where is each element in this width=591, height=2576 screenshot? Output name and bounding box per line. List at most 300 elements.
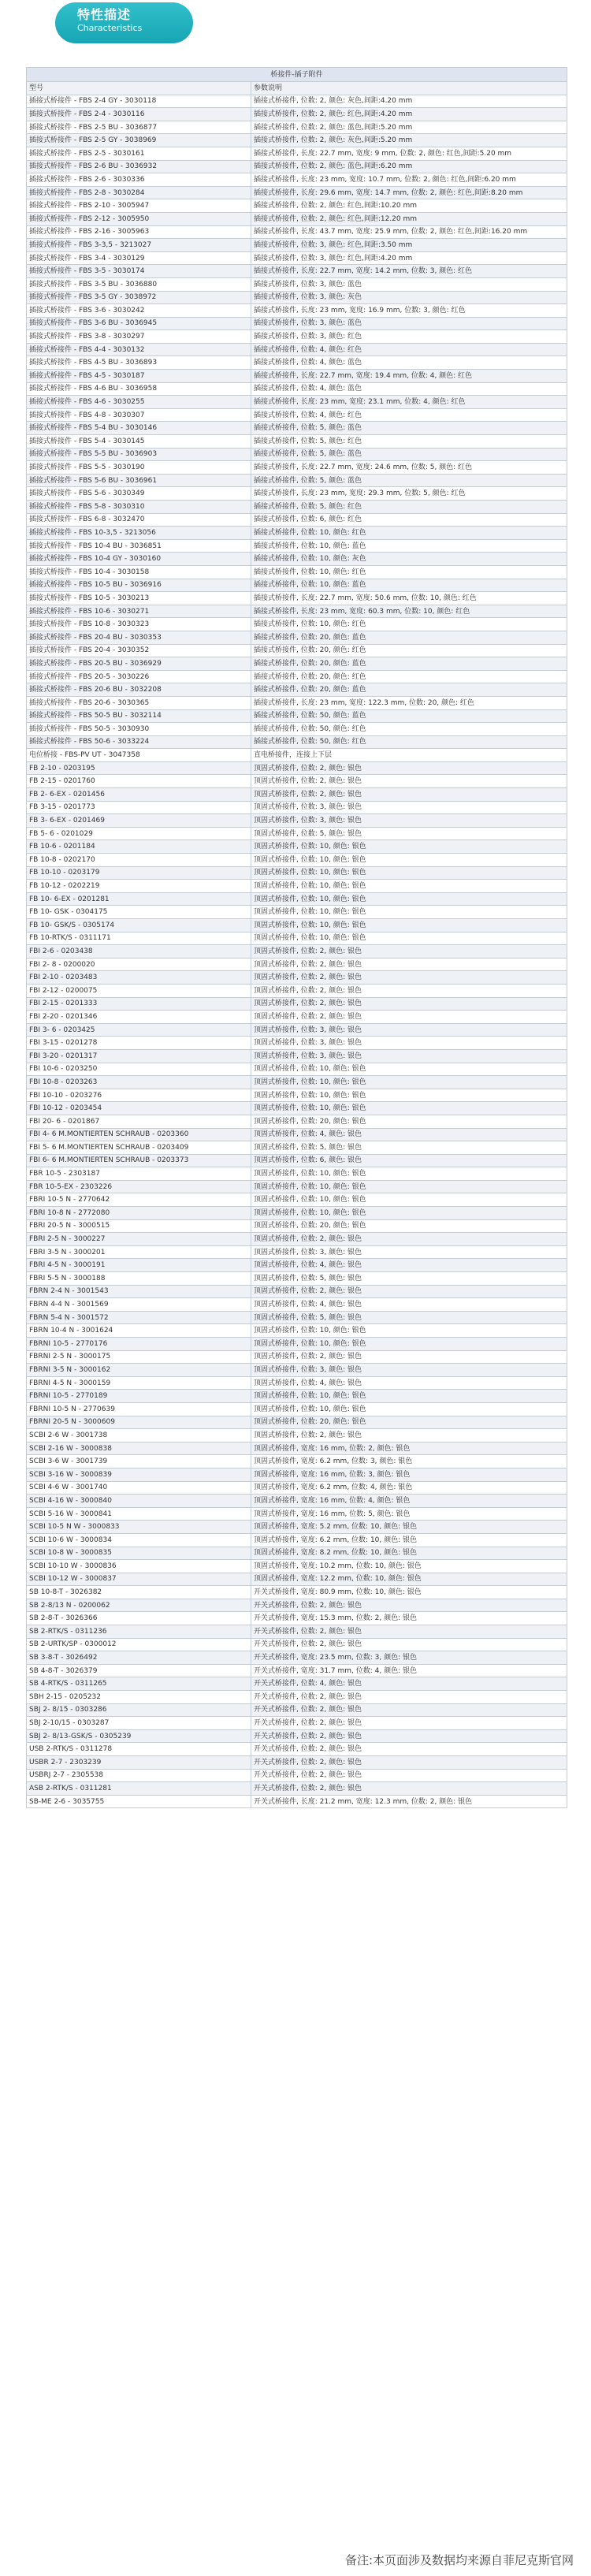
cell-params: 插接式桥接件, 位数: 4, 颜色: 蓝色 (251, 356, 567, 370)
cell-params: 插接式桥接件, 位数: 20, 颜色: 红色 (251, 670, 567, 683)
table-row (27, 565, 567, 579)
cell-model: 插接式桥接件 - FBS 2-5 BU - 3036877 (27, 121, 251, 134)
cell-model: 插接式桥接件 - FBS 2-16 - 3005963 (27, 225, 251, 239)
cell-params: 顶固式桥接件, 位数: 10, 颜色: 银色 (251, 1102, 567, 1115)
table-row (27, 1376, 567, 1390)
table-row (27, 670, 567, 683)
cell-params: 顶固式桥接件, 位数: 2, 颜色: 银色 (251, 997, 567, 1011)
cell-params: 开关式桥接件, 位数: 2, 颜色: 银色 (251, 1717, 567, 1730)
cell-params: 开关式桥接件, 宽度: 15.3 mm, 位数: 2, 颜色: 银色 (251, 1612, 567, 1625)
cell-params: 插接式桥接件, 位数: 4, 颜色: 红色 (251, 343, 567, 356)
cell-params: 插接式桥接件, 位数: 2, 颜色: 蓝色,间距:5.20 mm (251, 121, 567, 134)
cell-params: 开关式桥接件, 宽度: 23.5 mm, 位数: 3, 颜色: 银色 (251, 1651, 567, 1665)
table-row (27, 1089, 567, 1102)
table-row (27, 1219, 567, 1233)
cell-model: FB 3-15 - 0201773 (27, 801, 251, 814)
cell-params: 顶固式桥接件, 宽度: 6.2 mm, 位数: 10, 颜色: 银色 (251, 1533, 567, 1547)
table-row (27, 1154, 567, 1167)
cell-model: FBRI 2-5 N - 3000227 (27, 1233, 251, 1246)
table-row (27, 1560, 567, 1573)
cell-params: 顶固式桥接件, 位数: 2, 颜色: 银色 (251, 1350, 567, 1364)
cell-model: SCBI 2-16 W - 3000838 (27, 1442, 251, 1455)
table-row (27, 186, 567, 199)
table-row (27, 553, 567, 566)
cell-params: 插接式桥接件, 长度: 23 mm, 宽度: 60.3 mm, 位数: 10, 颜色: 红色 (251, 605, 567, 618)
cell-params: 顶固式桥接件, 位数: 10, 颜色: 银色 (251, 1063, 567, 1076)
cell-params: 插接式桥接件, 位数: 2, 颜色: 灰色,间距:4.20 mm (251, 95, 567, 108)
cell-model: FBI 3-15 - 0201278 (27, 1037, 251, 1050)
cell-params: 顶固式桥接件, 位数: 10, 颜色: 银色 (251, 1089, 567, 1102)
table-row (27, 906, 567, 919)
table-row (27, 644, 567, 657)
cell-params: 顶固式桥接件, 位数: 10, 颜色: 银色 (251, 919, 567, 932)
cell-model: 插接式桥接件 - FBS 3-6 - 3030242 (27, 304, 251, 318)
cell-model: SBH 2-15 - 0205232 (27, 1691, 251, 1704)
cell-model: FBI 2-12 - 0200075 (27, 984, 251, 997)
cell-params: 顶固式桥接件, 位数: 5, 颜色: 银色 (251, 1141, 567, 1155)
table-row (27, 1729, 567, 1743)
cell-params: 插接式桥接件, 长度: 23 mm, 宽度: 16.9 mm, 位数: 3, 颜色: 红色 (251, 304, 567, 318)
cell-model: SCBI 10-5 N W - 3000833 (27, 1521, 251, 1534)
cell-params: 插接式桥接件, 位数: 3, 颜色: 红色 (251, 330, 567, 344)
table-row (27, 1272, 567, 1286)
table-row (27, 854, 567, 867)
cell-model: 插接式桥接件 - FBS 3-8 - 3030297 (27, 330, 251, 344)
table-row (27, 487, 567, 501)
table-row (27, 147, 567, 160)
cell-model: FB 10-12 - 0202219 (27, 880, 251, 893)
cell-model: FBRI 20-5 N - 3000515 (27, 1219, 251, 1233)
cell-model: FB 10- 6-EX - 0201281 (27, 892, 251, 906)
table-row (27, 683, 567, 697)
table-row (27, 1049, 567, 1063)
cell-params: 插接式桥接件, 位数: 5, 颜色: 红色 (251, 435, 567, 449)
cell-model: 插接式桥接件 - FBS 20-5 BU - 3036929 (27, 657, 251, 671)
cell-model: FBI 10-6 - 0203250 (27, 1063, 251, 1076)
cell-params: 插接式桥接件, 长度: 22.7 mm, 宽度: 50.6 mm, 位数: 10, 颜色: 红色 (251, 592, 567, 605)
cell-params: 顶固式桥接件, 位数: 10, 颜色: 银色 (251, 880, 567, 893)
cell-params: 顶固式桥接件, 宽度: 6.2 mm, 位数: 3, 颜色: 银色 (251, 1455, 567, 1469)
table-row (27, 1167, 567, 1181)
cell-params: 插接式桥接件, 位数: 2, 颜色: 蓝色,间距:6.20 mm (251, 160, 567, 173)
cell-params: 插接式桥接件, 位数: 20, 颜色: 蓝色 (251, 683, 567, 697)
cell-model: 插接式桥接件 - FBS 2-4 GY - 3030118 (27, 95, 251, 108)
cell-model: 插接式桥接件 - FBS 3-4 - 3030129 (27, 251, 251, 265)
cell-params: 插接式桥接件, 长度: 22.7 mm, 宽度: 14.2 mm, 位数: 3, 颜色: 红色 (251, 265, 567, 278)
table-row (27, 631, 567, 644)
cell-model: 插接式桥接件 - FBS 10-3,5 - 3213056 (27, 527, 251, 540)
cell-params: 顶固式桥接件, 位数: 10, 颜色: 银色 (251, 1324, 567, 1338)
cell-params: 开关式桥接件, 位数: 2, 颜色: 银色 (251, 1769, 567, 1782)
table-row (27, 749, 567, 762)
cell-params: 开关式桥接件, 位数: 2, 颜色: 银色 (251, 1691, 567, 1704)
table-row (27, 435, 567, 449)
table-row (27, 1128, 567, 1141)
table-row (27, 474, 567, 487)
table-row (27, 1245, 567, 1259)
table-row (27, 775, 567, 788)
table-row (27, 735, 567, 749)
cell-model: FBRNI 3-5 N - 3000162 (27, 1364, 251, 1377)
cell-params: 顶固式桥接件, 位数: 3, 颜色: 银色 (251, 1364, 567, 1377)
cell-model: FBRI 3-5 N - 3000201 (27, 1245, 251, 1259)
cell-params: 顶固式桥接件, 位数: 20, 颜色: 银色 (251, 1416, 567, 1429)
table-row (27, 1782, 567, 1796)
cell-params: 开关式桥接件, 位数: 2, 颜色: 银色 (251, 1599, 567, 1612)
table-row (27, 304, 567, 318)
cell-params: 顶固式桥接件, 位数: 10, 颜色: 银色 (251, 1167, 567, 1181)
cell-params: 插接式桥接件, 位数: 5, 颜色: 蓝色 (251, 448, 567, 461)
table-row (27, 501, 567, 514)
cell-model: 插接式桥接件 - FBS 2-12 - 3005950 (27, 212, 251, 225)
cell-params: 顶固式桥接件, 位数: 3, 颜色: 银色 (251, 1023, 567, 1037)
table-row (27, 696, 567, 709)
table-row (27, 461, 567, 475)
table-title-row (27, 68, 567, 82)
table-row (27, 1573, 567, 1586)
cell-model: ASB 2-RTK/S - 0311281 (27, 1782, 251, 1796)
cell-model: FBRNI 10-5 N - 2770639 (27, 1402, 251, 1416)
cell-model: FB 10-RTK/S - 0311171 (27, 932, 251, 945)
cell-params: 插接式桥接件, 长度: 23 mm, 宽度: 10.7 mm, 位数: 2, 颜色: 红色,间距:6.20 mm (251, 173, 567, 187)
cell-params: 顶固式桥接件, 位数: 10, 颜色: 银色 (251, 854, 567, 867)
cell-params: 插接式桥接件, 位数: 10, 颜色: 蓝色 (251, 579, 567, 592)
cell-model: 插接式桥接件 - FBS 20-4 BU - 3030353 (27, 631, 251, 644)
table-row (27, 1037, 567, 1050)
cell-model: SCBI 3-16 W - 3000839 (27, 1468, 251, 1481)
cell-params: 插接式桥接件, 位数: 3, 颜色: 红色,间距:3.50 mm (251, 239, 567, 252)
table-row (27, 1638, 567, 1651)
table-row (27, 997, 567, 1011)
cell-model: SCBI 10-6 W - 3000834 (27, 1533, 251, 1547)
table-row (27, 1311, 567, 1324)
cell-params: 顶固式桥接件, 位数: 10, 颜色: 银色 (251, 1390, 567, 1403)
cell-model: 插接式桥接件 - FBS 4-4 - 3030132 (27, 343, 251, 356)
cell-model: SB 2-RTK/S - 0311236 (27, 1625, 251, 1639)
cell-params: 顶固式桥接件, 位数: 2, 颜色: 银色 (251, 788, 567, 802)
cell-model: SCBI 2-6 W - 3001738 (27, 1429, 251, 1442)
cell-params: 插接式桥接件, 位数: 5, 颜色: 蓝色 (251, 474, 567, 487)
cell-params: 顶固式桥接件, 宽度: 12.2 mm, 位数: 10, 颜色: 银色 (251, 1573, 567, 1586)
table-row (27, 932, 567, 945)
cell-model: FBRN 4-4 N - 3001569 (27, 1298, 251, 1312)
cell-params: 插接式桥接件, 位数: 50, 颜色: 红色 (251, 735, 567, 749)
cell-params: 插接式桥接件, 位数: 6, 颜色: 红色 (251, 513, 567, 527)
column-header-model: 型号 (27, 82, 251, 95)
table-row (27, 801, 567, 814)
table-row (27, 1259, 567, 1272)
cell-model: 插接式桥接件 - FBS 2-6 - 3030336 (27, 173, 251, 187)
cell-params: 插接式桥接件, 位数: 5, 颜色: 红色 (251, 501, 567, 514)
table-row (27, 866, 567, 880)
cell-model: SBJ 2- 8/15 - 0303286 (27, 1703, 251, 1717)
cell-model: 插接式桥接件 - FBS 5-4 BU - 3030146 (27, 422, 251, 435)
cell-model: FBI 2-20 - 0201346 (27, 1011, 251, 1024)
table-row (27, 1743, 567, 1756)
cell-model: 插接式桥接件 - FBS 10-6 - 3030271 (27, 605, 251, 618)
cell-params: 插接式桥接件, 长度: 23 mm, 宽度: 122.3 mm, 位数: 20, 颜色: 红色 (251, 696, 567, 709)
cell-params: 插接式桥接件, 长度: 43.7 mm, 宽度: 25.9 mm, 位数: 2, 颜色: 红色,间距:16.20 mm (251, 225, 567, 239)
table-row (27, 605, 567, 618)
cell-params: 顶固式桥接件, 位数: 3, 颜色: 银色 (251, 1037, 567, 1050)
table-row (27, 1429, 567, 1442)
table-row (27, 1233, 567, 1246)
cell-params: 开关式桥接件, 位数: 2, 颜色: 银色 (251, 1625, 567, 1639)
cell-params: 顶固式桥接件, 位数: 10, 颜色: 银色 (251, 840, 567, 854)
cell-params: 插接式桥接件, 位数: 10, 颜色: 红色 (251, 618, 567, 631)
table-row (27, 892, 567, 906)
table-row (27, 1364, 567, 1377)
table-row (27, 1612, 567, 1625)
table-row (27, 984, 567, 997)
table-row (27, 225, 567, 239)
cell-model: 插接式桥接件 - FBS 10-4 GY - 3030160 (27, 553, 251, 566)
cell-model: SB 2-8/13 N - 0200062 (27, 1599, 251, 1612)
table-row (27, 1599, 567, 1612)
table-row (27, 121, 567, 134)
section-title: 特性描述 (77, 7, 132, 22)
cell-model: SCBI 4-16 W - 3000840 (27, 1495, 251, 1508)
cell-params: 插接式桥接件, 位数: 2, 颜色: 红色,间距:12.20 mm (251, 212, 567, 225)
table-row (27, 382, 567, 396)
cell-params: 顶固式桥接件, 位数: 3, 颜色: 银色 (251, 801, 567, 814)
table-row (27, 212, 567, 225)
table-row (27, 827, 567, 840)
cell-params: 插接式桥接件, 位数: 50, 颜色: 红色 (251, 723, 567, 736)
cell-params: 插接式桥接件, 位数: 10, 颜色: 蓝色 (251, 539, 567, 553)
table-row (27, 173, 567, 187)
table-row (27, 1076, 567, 1089)
cell-model: FB 2-15 - 0201760 (27, 775, 251, 788)
cell-model: FBI 10-10 - 0203276 (27, 1089, 251, 1102)
cell-model: FBI 2- 8 - 0200020 (27, 958, 251, 971)
cell-model: USBRJ 2-7 - 2305538 (27, 1769, 251, 1782)
cell-model: 插接式桥接件 - FBS 4-6 BU - 3036958 (27, 382, 251, 396)
table-row (27, 317, 567, 330)
table-row (27, 592, 567, 605)
cell-model: 插接式桥接件 - FBS 5-5 - 3030190 (27, 461, 251, 475)
cell-params: 插接式桥接件, 位数: 10, 颜色: 灰色 (251, 553, 567, 566)
cell-params: 开关式桥接件, 宽度: 80.9 mm, 位数: 10, 颜色: 银色 (251, 1586, 567, 1599)
table-row (27, 1521, 567, 1534)
table-row (27, 840, 567, 854)
table-header-row (27, 82, 567, 95)
table-row (27, 1468, 567, 1481)
cell-params: 顶固式桥接件, 位数: 4, 颜色: 银色 (251, 1259, 567, 1272)
table-row (27, 723, 567, 736)
cell-params: 插接式桥接件, 位数: 20, 颜色: 红色 (251, 644, 567, 657)
cell-params: 顶固式桥接件, 位数: 2, 颜色: 银色 (251, 775, 567, 788)
spec-table-container (26, 67, 567, 1808)
cell-params: 插接式桥接件, 位数: 5, 颜色: 蓝色 (251, 422, 567, 435)
cell-params: 插接式桥接件, 位数: 4, 颜色: 蓝色 (251, 382, 567, 396)
cell-params: 顶固式桥接件, 位数: 5, 颜色: 银色 (251, 1272, 567, 1286)
cell-model: 插接式桥接件 - FBS 3-5 GY - 3038972 (27, 291, 251, 304)
cell-model: FBI 3- 6 - 0203425 (27, 1023, 251, 1037)
cell-params: 插接式桥接件, 位数: 10, 颜色: 红色 (251, 527, 567, 540)
cell-model: 插接式桥接件 - FBS 2-5 - 3030161 (27, 147, 251, 160)
cell-model: FB 2-10 - 0203195 (27, 761, 251, 775)
table-row (27, 1795, 567, 1808)
cell-params: 顶固式桥接件, 位数: 2, 颜色: 银色 (251, 1011, 567, 1024)
table-row (27, 239, 567, 252)
cell-model: FB 10- GSK/S - 0305174 (27, 919, 251, 932)
cell-model: SCBI 10-12 W - 3000837 (27, 1573, 251, 1586)
cell-model: 插接式桥接件 - FBS 5-4 - 3030145 (27, 435, 251, 449)
cell-params: 顶固式桥接件, 位数: 2, 颜色: 银色 (251, 958, 567, 971)
table-row (27, 919, 567, 932)
cell-model: SB 3-8-T - 3026492 (27, 1651, 251, 1665)
cell-model: FB 3- 6-EX - 0201469 (27, 814, 251, 828)
cell-params: 顶固式桥接件, 宽度: 16 mm, 位数: 2, 颜色: 银色 (251, 1442, 567, 1455)
cell-params: 直电桥接件，连接上下层 (251, 749, 567, 762)
section-header-tab (55, 2, 193, 43)
cell-model: FBI 4- 6 M.MONTIERTEN SCHRAUB - 0203360 (27, 1128, 251, 1141)
cell-model: 插接式桥接件 - FBS 3-6 BU - 3036945 (27, 317, 251, 330)
cell-params: 顶固式桥接件, 位数: 2, 颜色: 银色 (251, 761, 567, 775)
table-row (27, 1769, 567, 1782)
cell-model: 插接式桥接件 - FBS 5-6 BU - 3036961 (27, 474, 251, 487)
cell-params: 顶固式桥接件, 位数: 3, 颜色: 银色 (251, 814, 567, 828)
footnote: 备注:本页面涉及数据均来源自菲尼克斯官网 (344, 2553, 574, 2567)
table-row (27, 1102, 567, 1115)
cell-model: 插接式桥接件 - FBS 4-5 BU - 3036893 (27, 356, 251, 370)
cell-params: 顶固式桥接件, 位数: 6, 颜色: 银色 (251, 1154, 567, 1167)
cell-params: 插接式桥接件, 位数: 20, 颜色: 蓝色 (251, 657, 567, 671)
cell-model: 插接式桥接件 - FBS 10-4 BU - 3036851 (27, 539, 251, 553)
cell-params: 顶固式桥接件, 宽度: 16 mm, 位数: 5, 颜色: 银色 (251, 1507, 567, 1521)
table-row (27, 1141, 567, 1155)
cell-params: 插接式桥接件, 位数: 10, 颜色: 红色 (251, 565, 567, 579)
cell-model: FBI 20- 6 - 0201867 (27, 1115, 251, 1128)
table-row (27, 108, 567, 121)
cell-params: 插接式桥接件, 长度: 22.7 mm, 宽度: 19.4 mm, 位数: 4, 颜色: 红色 (251, 370, 567, 383)
cell-params: 插接式桥接件, 长度: 29.6 mm, 宽度: 14.7 mm, 位数: 2, 颜色: 红色,间距:8.20 mm (251, 186, 567, 199)
cell-model: FBI 2-15 - 0201333 (27, 997, 251, 1011)
cell-params: 插接式桥接件, 长度: 23 mm, 宽度: 23.1 mm, 位数: 4, 颜色: 红色 (251, 396, 567, 409)
cell-model: FBRN 2-4 N - 3001543 (27, 1285, 251, 1298)
cell-params: 顶固式桥接件, 宽度: 8.2 mm, 位数: 10, 颜色: 银色 (251, 1547, 567, 1560)
table-row (27, 814, 567, 828)
cell-model: SCBI 5-16 W - 3000841 (27, 1507, 251, 1521)
table-row (27, 1533, 567, 1547)
table-row (27, 370, 567, 383)
cell-params: 顶固式桥接件, 宽度: 5.2 mm, 位数: 10, 颜色: 银色 (251, 1521, 567, 1534)
cell-params: 插接式桥接件, 位数: 2, 颜色: 红色,间距:4.20 mm (251, 108, 567, 121)
cell-model: FBRN 5-4 N - 3001572 (27, 1311, 251, 1324)
cell-model: FBI 2-10 - 0203483 (27, 971, 251, 985)
cell-params: 顶固式桥接件, 位数: 5, 颜色: 银色 (251, 827, 567, 840)
cell-params: 开关式桥接件, 位数: 2, 颜色: 银色 (251, 1782, 567, 1796)
cell-model: 插接式桥接件 - FBS 3-5 - 3030174 (27, 265, 251, 278)
cell-model: FB 5- 6 - 0201029 (27, 827, 251, 840)
cell-model: USB 2-RTK/S - 0311278 (27, 1743, 251, 1756)
cell-model: FB 10- GSK - 0304175 (27, 906, 251, 919)
cell-model: FB 10-6 - 0201184 (27, 840, 251, 854)
cell-params: 插接式桥接件, 长度: 22.7 mm, 宽度: 24.6 mm, 位数: 5, 颜色: 红色 (251, 461, 567, 475)
cell-model: 插接式桥接件 - FBS 10-8 - 3030323 (27, 618, 251, 631)
cell-model: 插接式桥接件 - FBS 4-5 - 3030187 (27, 370, 251, 383)
cell-params: 顶固式桥接件, 位数: 20, 颜色: 银色 (251, 1219, 567, 1233)
cell-model: SB 10-8-T - 3026382 (27, 1586, 251, 1599)
cell-model: FB 2- 6-EX - 0201456 (27, 788, 251, 802)
cell-params: 开关式桥接件, 位数: 2, 颜色: 银色 (251, 1729, 567, 1743)
table-row (27, 251, 567, 265)
table-row (27, 330, 567, 344)
cell-model: 插接式桥接件 - FBS 3-3,5 - 3213027 (27, 239, 251, 252)
table-row (27, 1625, 567, 1639)
cell-params: 顶固式桥接件, 位数: 10, 颜色: 银色 (251, 1338, 567, 1351)
table-row (27, 1547, 567, 1560)
cell-model: 插接式桥接件 - FBS 2-10 - 3005947 (27, 199, 251, 213)
table-row (27, 1193, 567, 1207)
cell-model: 插接式桥接件 - FBS 20-6 - 3030365 (27, 696, 251, 709)
cell-model: FBRNI 10-5 - 2770176 (27, 1338, 251, 1351)
cell-params: 顶固式桥接件, 位数: 5, 颜色: 银色 (251, 1311, 567, 1324)
cell-params: 顶固式桥接件, 宽度: 10.2 mm, 位数: 10, 颜色: 银色 (251, 1560, 567, 1573)
table-row (27, 1703, 567, 1717)
cell-model: SB-ME 2-6 - 3035755 (27, 1795, 251, 1808)
cell-model: SB 4-RTK/S - 0311265 (27, 1677, 251, 1691)
cell-params: 顶固式桥接件, 位数: 2, 颜色: 银色 (251, 1285, 567, 1298)
table-row (27, 408, 567, 422)
cell-params: 顶固式桥接件, 位数: 2, 颜色: 银色 (251, 945, 567, 959)
cell-params: 开关式桥接件, 宽度: 31.7 mm, 位数: 4, 颜色: 银色 (251, 1664, 567, 1677)
table-row (27, 1298, 567, 1312)
cell-model: 插接式桥接件 - FBS 5-5 BU - 3036903 (27, 448, 251, 461)
cell-params: 顶固式桥接件, 位数: 10, 颜色: 银色 (251, 1402, 567, 1416)
table-row (27, 1495, 567, 1508)
cell-params: 顶固式桥接件, 位数: 20, 颜色: 银色 (251, 1115, 567, 1128)
table-row (27, 1390, 567, 1403)
cell-params: 顶固式桥接件, 位数: 2, 颜色: 银色 (251, 971, 567, 985)
cell-model: 插接式桥接件 - FBS 50-5 BU - 3032114 (27, 709, 251, 723)
cell-model: FB 10-8 - 0202170 (27, 854, 251, 867)
cell-model: FBR 10-5 - 2303187 (27, 1167, 251, 1181)
cell-params: 顶固式桥接件, 位数: 10, 颜色: 银色 (251, 906, 567, 919)
table-row (27, 277, 567, 291)
cell-params: 顶固式桥接件, 位数: 10, 颜色: 银色 (251, 1180, 567, 1193)
table-row (27, 265, 567, 278)
cell-model: SCBI 4-6 W - 3001740 (27, 1481, 251, 1495)
table-title: 桥接件-插子附件 (27, 68, 567, 82)
cell-model: 插接式桥接件 - FBS 5-8 - 3030310 (27, 501, 251, 514)
table-row (27, 343, 567, 356)
cell-params: 开关式桥接件, 位数: 2, 颜色: 银色 (251, 1703, 567, 1717)
spec-table (26, 67, 567, 1808)
cell-model: 插接式桥接件 - FBS 2-4 - 3030116 (27, 108, 251, 121)
cell-model: 插接式桥接件 - FBS 4-8 - 3030307 (27, 408, 251, 422)
cell-model: 插接式桥接件 - FBS 2-8 - 3030284 (27, 186, 251, 199)
cell-params: 顶固式桥接件, 位数: 4, 颜色: 银色 (251, 1298, 567, 1312)
cell-model: FBI 2-6 - 0203438 (27, 945, 251, 959)
cell-model: 插接式桥接件 - FBS 10-4 - 3030158 (27, 565, 251, 579)
cell-model: 插接式桥接件 - FBS 20-5 - 3030226 (27, 670, 251, 683)
cell-model: 插接式桥接件 - FBS 20-4 - 3030352 (27, 644, 251, 657)
table-row (27, 1455, 567, 1469)
table-row (27, 539, 567, 553)
cell-params: 顶固式桥接件, 位数: 3, 颜色: 银色 (251, 1245, 567, 1259)
cell-model: SCBI 3-6 W - 3001739 (27, 1455, 251, 1469)
cell-model: FBRI 4-5 N - 3000191 (27, 1259, 251, 1272)
cell-params: 插接式桥接件, 位数: 3, 颜色: 蓝色 (251, 277, 567, 291)
table-row (27, 1507, 567, 1521)
cell-model: FBRNI 20-5 N - 3000609 (27, 1416, 251, 1429)
cell-model: 插接式桥接件 - FBS 50-5 - 3030930 (27, 723, 251, 736)
table-row (27, 513, 567, 527)
cell-model: 插接式桥接件 - FBS 2-6 BU - 3036932 (27, 160, 251, 173)
cell-params: 顶固式桥接件, 位数: 2, 颜色: 银色 (251, 1233, 567, 1246)
